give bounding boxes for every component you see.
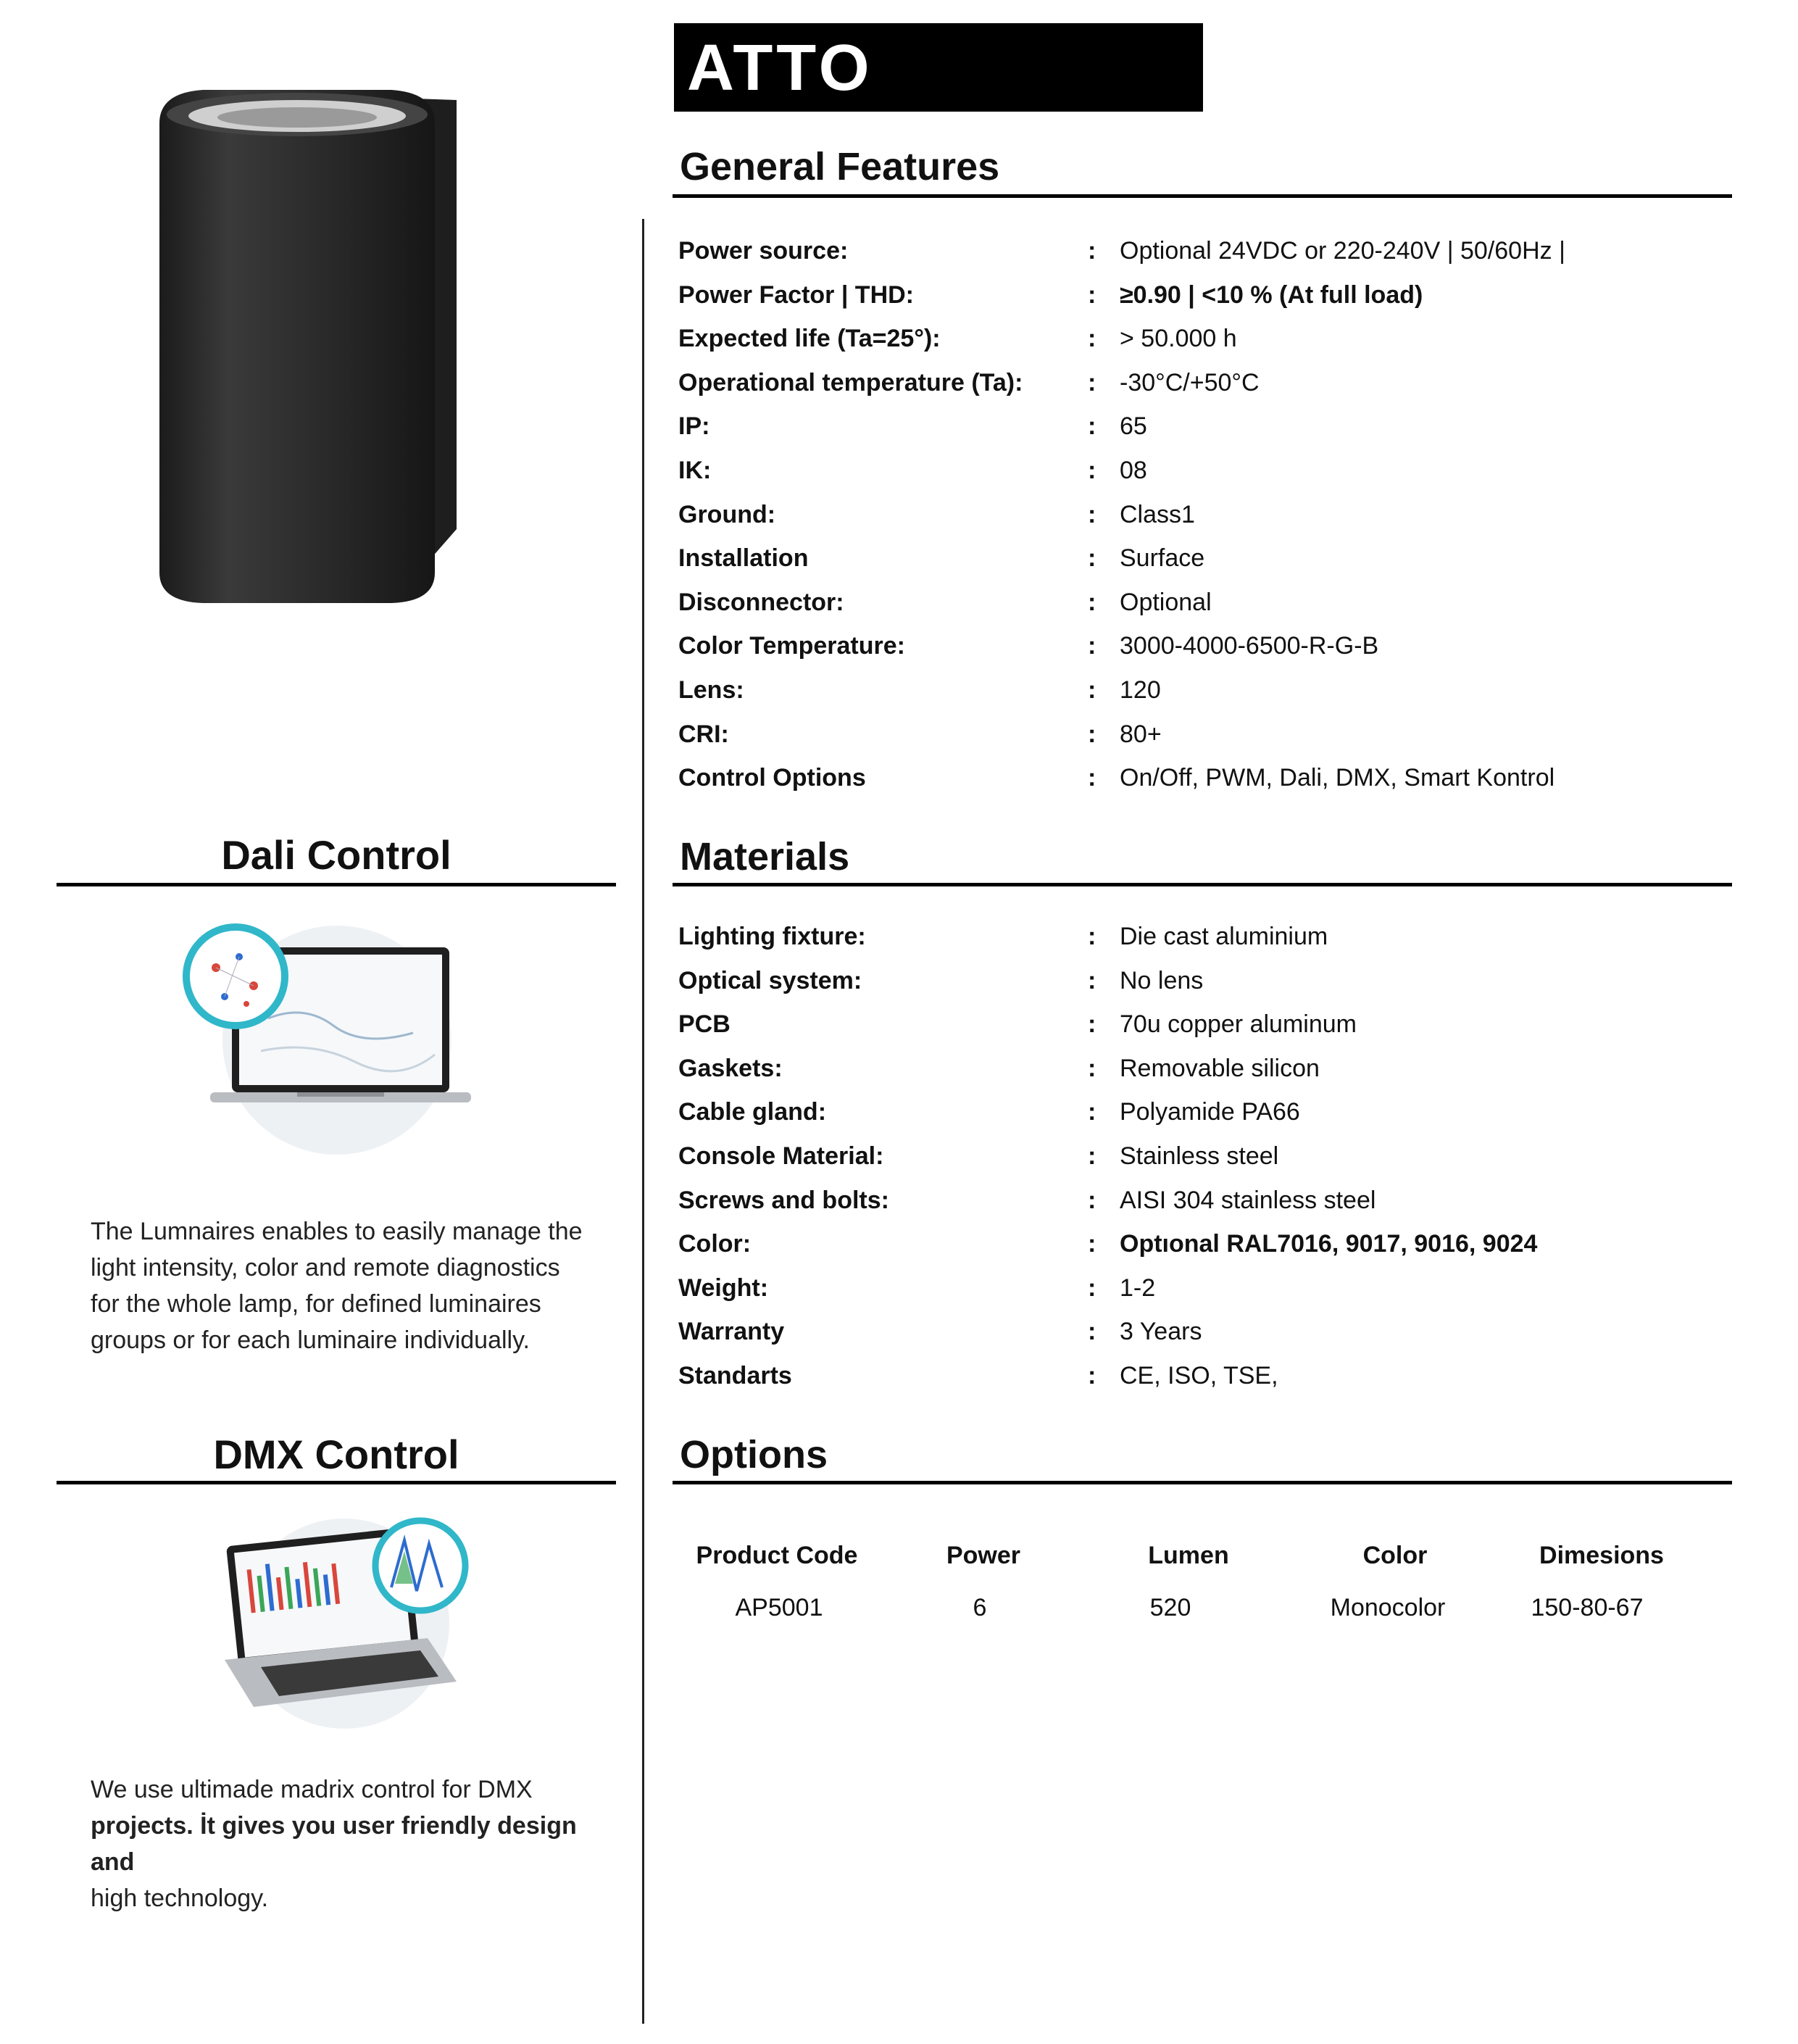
feature-value: Surface <box>1120 544 1205 572</box>
material-label: Screws and bolts: <box>678 1187 889 1214</box>
feature-label: IP: <box>678 412 710 440</box>
material-label: PCB <box>678 1010 731 1038</box>
product-image <box>145 80 478 638</box>
feature-value: ≥0.90 | <10 % (At full load) <box>1120 281 1423 309</box>
dmx-line: We use ultimade madrix control for DMX <box>91 1776 533 1803</box>
feature-colon: : <box>1088 412 1096 440</box>
material-label: Console Material: <box>678 1142 884 1170</box>
column-divider <box>642 219 644 2024</box>
material-colon: : <box>1088 1055 1096 1082</box>
feature-label: Disconnector: <box>678 589 844 616</box>
feature-colon: : <box>1088 457 1096 484</box>
feature-label: Control Options <box>678 764 866 792</box>
feature-value: > 50.000 h <box>1120 325 1237 352</box>
feature-label: CRI: <box>678 720 729 748</box>
feature-value: 3000-4000-6500-R-G-B <box>1120 632 1379 660</box>
feature-value: Optional 24VDC or 220-240V | 50/60Hz | <box>1120 237 1565 265</box>
material-colon: : <box>1088 1274 1096 1302</box>
dali-description <box>91 1213 612 1358</box>
dmx-line: high technology. <box>91 1885 269 1912</box>
material-colon: : <box>1088 1230 1096 1258</box>
options-rule <box>673 1481 1732 1484</box>
feature-colon: : <box>1088 676 1096 704</box>
options-col-dimensions: Dimesions <box>1539 1542 1664 1569</box>
dmx-control-heading: DMX Control <box>213 1432 459 1477</box>
material-colon: : <box>1088 923 1096 950</box>
feature-colon: : <box>1088 544 1096 572</box>
feature-value: 80+ <box>1120 720 1162 748</box>
material-value: Stainless steel <box>1120 1142 1279 1170</box>
feature-label: Power source: <box>678 237 849 265</box>
feature-label: Operational temperature (Ta): <box>678 369 1023 396</box>
material-value: 70u copper aluminum <box>1120 1010 1357 1038</box>
feature-label: Power Factor | THD: <box>678 281 914 309</box>
dmx-line: projects. İt gives you user friendly design and <box>91 1812 577 1876</box>
options-cell: 6 <box>973 1594 987 1621</box>
feature-label: IK: <box>678 457 712 484</box>
feature-value: On/Off, PWM, Dali, DMX, Smart Kontrol <box>1120 764 1555 792</box>
feature-label: Ground: <box>678 501 776 528</box>
options-col-color: Color <box>1362 1542 1428 1569</box>
feature-value: 65 <box>1120 412 1147 440</box>
dali-line: light intensity, color and remote diagnostics <box>91 1254 560 1281</box>
feature-colon: : <box>1088 589 1096 616</box>
options-cell: 150-80-67 <box>1531 1594 1644 1621</box>
dmx-description <box>91 1771 612 1916</box>
material-label: Optical system: <box>678 967 862 994</box>
material-value: Optıonal RAL7016, 9017, 9016, 9024 <box>1120 1230 1538 1258</box>
material-label: Cable gland: <box>678 1098 827 1126</box>
options-col-power: Power <box>946 1542 1021 1569</box>
material-value: Removable silicon <box>1120 1055 1320 1082</box>
feature-value: Class1 <box>1120 501 1195 528</box>
material-label: Warranty <box>678 1318 785 1345</box>
options-cell: 520 <box>1149 1594 1191 1621</box>
product-title: ATTO <box>687 32 873 104</box>
material-colon: : <box>1088 1098 1096 1126</box>
general-features-rule <box>673 194 1732 198</box>
material-label: Gaskets: <box>678 1055 783 1082</box>
feature-label: Color Temperature: <box>678 632 905 660</box>
dmx-control-rule <box>57 1481 616 1484</box>
dali-line: for the whole lamp, for defined luminaires <box>91 1290 541 1318</box>
materials-rule <box>673 883 1732 886</box>
dali-control-heading: Dali Control <box>221 832 451 878</box>
feature-label: Expected life (Ta=25°): <box>678 325 941 352</box>
material-value: Polyamide PA66 <box>1120 1098 1300 1126</box>
material-label: Standarts <box>678 1362 792 1389</box>
material-colon: : <box>1088 1362 1096 1389</box>
general-features-heading: General Features <box>680 145 1000 188</box>
material-value: CE, ISO, TSE, <box>1120 1362 1278 1389</box>
feature-colon: : <box>1088 369 1096 396</box>
material-value: 3 Years <box>1120 1318 1202 1345</box>
dali-control-rule <box>57 883 616 886</box>
dmx-laptop-illustration <box>210 1511 486 1729</box>
material-label: Lighting fixture: <box>678 923 866 950</box>
feature-value: 08 <box>1120 457 1147 484</box>
material-value: No lens <box>1120 967 1204 994</box>
feature-colon: : <box>1088 281 1096 309</box>
feature-colon: : <box>1088 325 1096 352</box>
options-cell: Monocolor <box>1330 1594 1446 1621</box>
feature-colon: : <box>1088 632 1096 660</box>
options-heading: Options <box>680 1433 828 1476</box>
feature-colon: : <box>1088 764 1096 792</box>
material-colon: : <box>1088 967 1096 994</box>
material-label: Color: <box>678 1230 752 1258</box>
feature-value: 120 <box>1120 676 1161 704</box>
dali-line: The Lumnaires enables to easily manage the <box>91 1218 583 1245</box>
feature-colon: : <box>1088 720 1096 748</box>
material-value: AISI 304 stainless steel <box>1120 1187 1376 1214</box>
material-colon: : <box>1088 1142 1096 1170</box>
material-colon: : <box>1088 1187 1096 1214</box>
options-col-lumen: Lumen <box>1148 1542 1229 1569</box>
material-colon: : <box>1088 1318 1096 1345</box>
material-label: Weight: <box>678 1274 769 1302</box>
materials-heading: Materials <box>680 835 850 878</box>
feature-colon: : <box>1088 501 1096 528</box>
feature-value: -30°C/+50°C <box>1120 369 1260 396</box>
options-cell: AP5001 <box>735 1594 823 1621</box>
feature-label: Lens: <box>678 676 744 704</box>
feature-label: Installation <box>678 544 809 572</box>
material-value: 1-2 <box>1120 1274 1156 1302</box>
material-colon: : <box>1088 1010 1096 1038</box>
material-value: Die cast aluminium <box>1120 923 1328 950</box>
dali-line: groups or for each luminaire individually. <box>91 1326 530 1354</box>
feature-colon: : <box>1088 237 1096 265</box>
dali-laptop-illustration <box>181 917 471 1156</box>
options-col-product-code: Product Code <box>696 1542 858 1569</box>
feature-value: Optional <box>1120 589 1212 616</box>
